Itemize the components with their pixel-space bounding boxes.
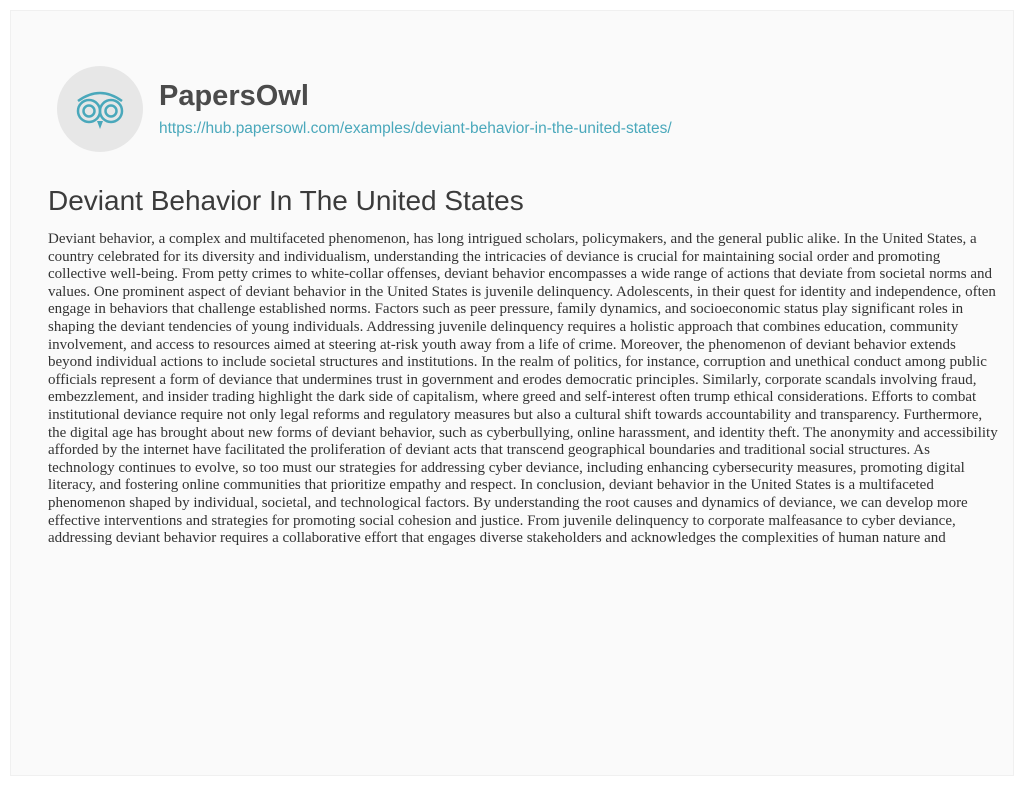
owl-logo-icon: [57, 66, 143, 152]
brand-info: [159, 79, 672, 139]
document-body: Deviant behavior, a complex and multifaceted phenomenon, has long intrigued scholars, policymakers, and the general public alike. In the United States, a country celebrated for its diversity and individualism, understanding the intricacies of deviance is crucial for maintaining social order and promoting collective well-being. From petty crimes to white-collar offenses, deviant behavior encompasses a wide range of actions that deviate from societal norms and values. One prominent aspect of deviant behavior in the United States is juvenile delinquency. Adolescents, in their quest for identity and independence, often engage in behaviors that challenge established norms. Factors such as peer pressure, family dynamics, and socioeconomic status play significant roles in shaping the deviant tendencies of young individuals. Addressing juvenile delinquency requires a holistic approach that combines education, community involvement, and access to resources aimed at steering at-risk youth away from a life of crime. Moreover, the phenomenon of deviant behavior extends beyond individual actions to include societal structures and institutions. In the realm of politics, for instance, corruption and unethical conduct among public officials represent a form of deviance that undermines trust in government and erodes democratic principles. Similarly, corporate scandals involving fraud, embezzlement, and insider trading highlight the dark side of capitalism, where greed and self-interest often trump ethical considerations. Efforts to combat institutional deviance require not only legal reforms and regulatory measures but also a cultural shift towards accountability and transparency. Furthermore, the digital age has brought about new forms of deviant behavior, such as cyberbullying, online harassment, and identity theft. The anonymity and accessibility afforded by the internet have facilitated the proliferation of deviant acts that transcend geographical boundaries and traditional social structures. As technology continues to evolve, so too must our strategies for addressing cyber deviance, including enhancing cybersecurity measures, promoting digital literacy, and fostering online communities that prioritize empathy and respect. In conclusion, deviant behavior in the United States is a multifaceted phenomenon shaped by individual, societal, and technological factors. By understanding the root causes and dynamics of deviance, we can develop more effective interventions and strategies for promoting social cohesion and justice. From juvenile delinquency to corporate malfeasance to cyber deviance, addressing deviant behavior requires a collaborative effort that engages diverse stakeholders and acknowledges the complexities of human nature and: [48, 231, 998, 547]
owl-face-icon: [70, 79, 130, 139]
document-title: Deviant Behavior In The United States: [48, 185, 524, 216]
brand-name: PapersOwl: [159, 80, 309, 112]
source-url-link[interactable]: https://hub.papersowl.com/examples/deviant-behavior-in-the-united-states/: [159, 120, 672, 137]
brand-header: [57, 66, 672, 152]
document-page: [10, 10, 1014, 776]
